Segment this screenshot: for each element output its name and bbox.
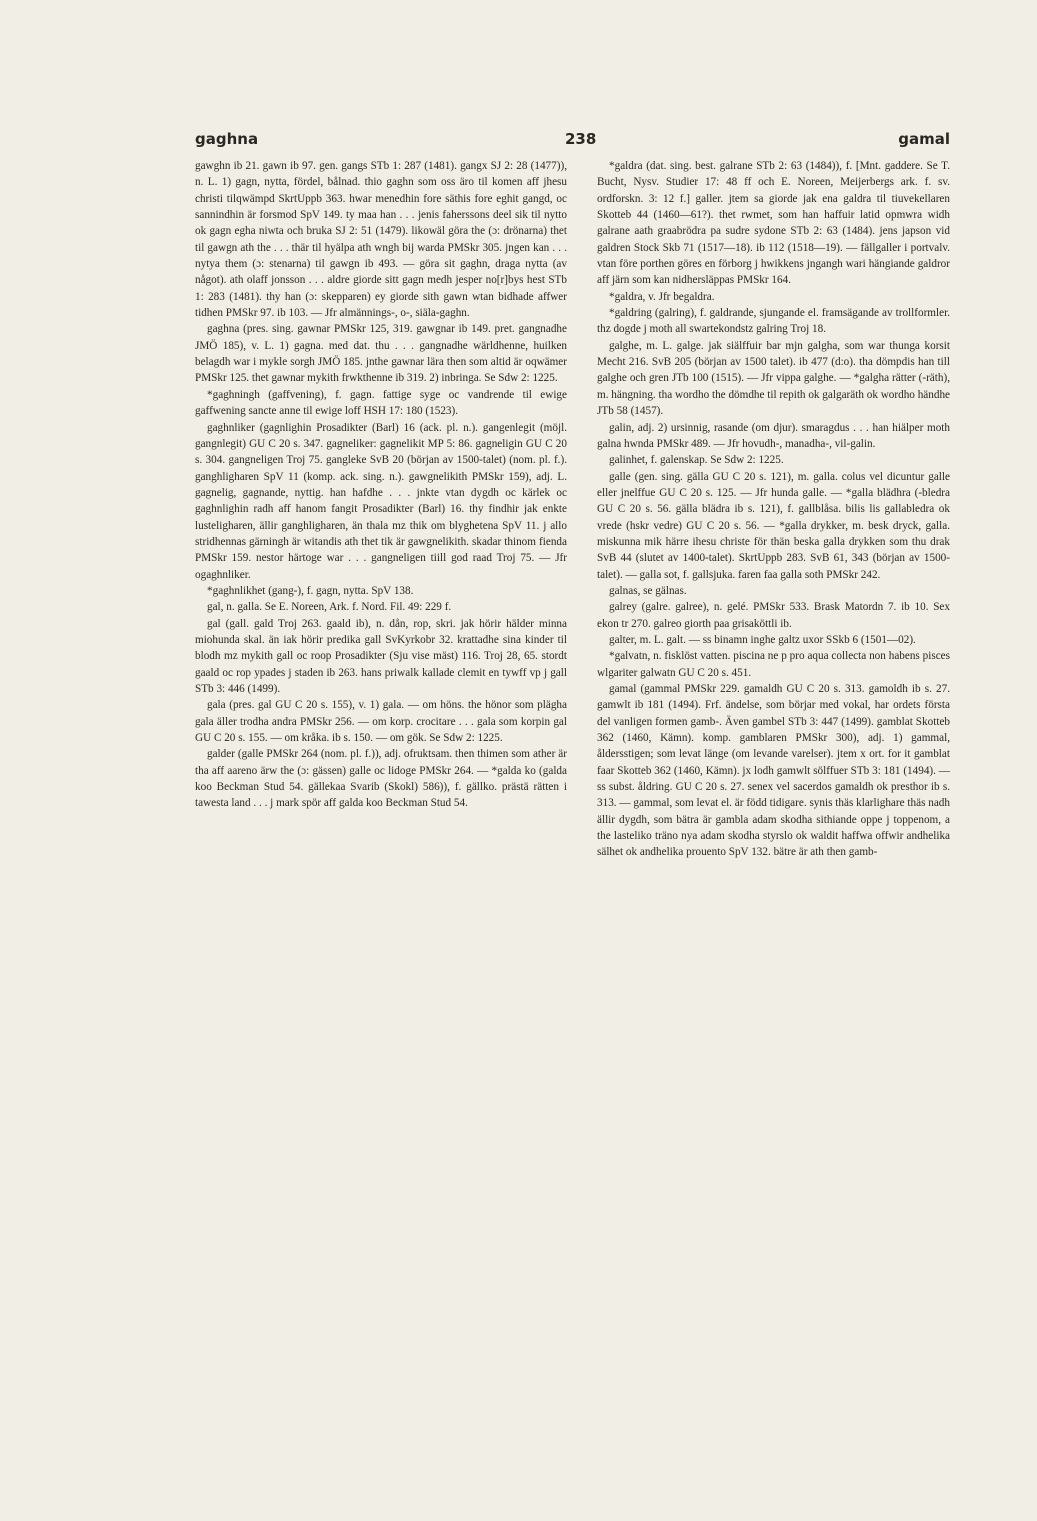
dictionary-entry: gamal (gammal PMSkr 229. gamaldh GU C 20 s. 313. gamoldh ib s. 27. gamwlt ib 181 (1494). Frf. ändelse, som börjar med vokal, har ordets första del vanligen formen gamb-. Även gambel STb 3: 447 (1499). gamblat Skotteb 362 (1460, Kämn). komp. gamblaren PMSkr 300), adj. 1) gammal, åldersstigen; som levat länge (om levande varelser). jtem x ort. for it gamblat faar Skotteb 362 (1460, Kämn). jx lodh gamwlt sölffuer STb 3: 181 (1494). — ss subst. åldring. GU C 20 s. 27. senex vel sacerdos gamaldh ok presthor ib s. 313. — gammal, som levat el. är född tidigare. synis thäs klarlighare thäs nadh ällir dygdh, som bätra är gambla adam skodha sithiande oppe j toppenom, a the lasteliko träno nya adam skodha styrslo ok waldit haffwa offwir andhelika sälhet ok andhelika prouento SpV 132. bätre är ath then gamb- xyxy=(597,683,950,859)
dictionary-entry: *galdra, v. Jfr begaldra. xyxy=(609,290,715,303)
header-last-word: gamal xyxy=(898,130,950,148)
right-column xyxy=(597,158,950,1513)
dictionary-entry: *galvatn, n. fisklöst vatten. piscina ne p pro aqua collecta non habens pisces wlgariter galwatn GU C 20 s. 451. xyxy=(597,650,950,679)
dictionary-entry: galle (gen. sing. gälla GU C 20 s. 121), m. galla. colus vel dicuntur galle eller jnelffue GU C 20 s. 125. — Jfr hunda galle. — *galla blädhra (-bledra GU C 20 s. 56. gälla blädra ib s. 121), f. gallblåsa. bilis lis gallabledra ok vrede (hskr vedre) GU C 20 s. 56. — *galla drykker, m. besk dryck, galla. miskunna mik härre ihesu christe för thän beska galla drykken som thu drak SvB 44 (slutet av 1400-talet). SkrtUppb 283. SvB 61, 343 (början av 1500-talet). — galla sot, f. gallsjuka. faren faa galla soth PMSkr 242. xyxy=(597,470,950,581)
dictionary-entry: galder (galle PMSkr 264 (nom. pl. f.)), adj. ofruktsam. then thimen som ather är tha aff aareno ärw the (ɔ: gässen) galle oc lidoge PMSkr 264. — *galda ko (galda koo Beckman Stud 54. gällekaa Svarib (Skokl) 586)), f. gällko. prästä rätten i tawesta land . . . j mark spör aff galda koo Beckman Stud 54. xyxy=(195,748,567,810)
dictionary-entry: galinhet, f. galenskap. Se Sdw 2: 1225. xyxy=(609,454,784,467)
dictionary-entry: gal (gall. gald Troj 263. gaald ib), n. dån, rop, skri. jak hörir hälder minna miohunda skal. än iak hörir predika gall SvKyrkobr 32. krattadhe sina kinder til blodh mz mykith gall oc roop Prosadikter (Sju vise mäst) 116. Troj 28, 65. stordt gaald oc rop ypades j staden ib 263. hans priwalk kallade clemit en tywff vp j gall STb 3: 446 (1499). xyxy=(195,617,567,695)
dictionary-entry: *galdring (galring), f. galdrande, sjungande el. framsägande av trollformler. thz dogde j moth all swartekondstz galring Troj 18. xyxy=(597,307,950,336)
dictionary-entry: gawghn ib 21. gawn ib 97. gen. gangs STb 1: 287 (1481). gangx SJ 2: 28 (1477)), n. L. 1) gagn, nytta, fördel, bålnad. thio gaghn som oss äro til komen aff jhesu christi tilqwämpd SkrtUppb 363. hwar menedhin fore säthis fore eghit gangd, oc sannindhin är forsmod SpV 149. ty maa han . . . jenis faherssons deel sik til nytto ok gagn egha niwta och bruka SJ 2: 51 (1479). likowäl göra the (ɔ: drönarna) thet til gawgn ath the . . . thär til hyälpa ath wngh bij warda PMSkr 305. jngen kan . . . nytya them (ɔ: stenarna) til gawgn ib 493. — göra sit gaghn, draga nytta (av något). ath olaff jonsson . . . aldre giorde sitt gagn medh jesper no[r]bys hest STb 1: 283 (1481). thy han (ɔ: skepparen) ey giorde sith gawn wtan bidhade affwer tidhen PMSkr 97. ib 103. — Jfr almännings-, o-, siäla-gaghn. xyxy=(195,160,567,320)
dictionary-entry: gal, n. galla. Se E. Noreen, Ark. f. Nord. Fil. 49: 229 f. xyxy=(207,601,452,614)
dictionary-entry: galrey (galre. galree), n. gelé. PMSkr 533. Brask Matordn 7. ib 10. Sex ekon tr 270. galreo giorth paa grisaköttli ib. xyxy=(597,601,950,630)
dictionary-entry: galnas, se gälnas. xyxy=(609,584,687,597)
left-column xyxy=(195,158,567,1513)
dictionary-entry: galter, m. L. galt. — ss binamn inghe galtz uxor SSkb 6 (1501—02). xyxy=(609,633,916,646)
page-number: 238 xyxy=(565,130,597,148)
header-first-word: gaghna xyxy=(195,130,259,148)
page-header xyxy=(195,130,950,150)
dictionary-entry: gaghnliker (gagnlighin Prosadikter (Barl) 16 (ack. pl. n.). gangenlegit (möjl. gangnlegit) GU C 20 s. 347. gagneliker: gagnelikit MP 5: 86. gagneligin GU C 20 s. 304. gangneligen Troj 75. gangleke SvB 20 (början av 1500-talet) (nom. pl. f.). ganghligharen SpV 11 (komp. ack. sing. n.). gawgnelikith PMSkr 159), adj. L. gagnelig, gagnande, nyttig. han hafdhe . . . jnkte vtan dygdh oc kärlek oc gaghnlighin radh aff hanom fangit Prosadikter (Barl) 16. thy findhir jak enkte lusteligharen, ällir ganghligharen, än thala mz thik om blyghetena SpV 11. j allo stridhennas gärningh är witandis ath thet tik är gawgnelikith. skadar thinom fienda PMSkr 159. nestor härtoge war . . . gangneligen tiill god raad Troj 75. — Jfr ogaghnliker. xyxy=(195,421,567,581)
dictionary-entry: *gaghnlikhet (gang-), f. gagn, nytta. SpV 138. xyxy=(207,584,414,597)
dictionary-entry: *galdra (dat. sing. best. galrane STb 2: 63 (1484)), f. [Mnt. gaddere. Se T. Bucht, Nysv. Studier 17: 48 ff och E. Noreen, Meijerbergs ark. f. sv. ordforskn. 3: 12 f.] galler. jtem sa giorde jak ena galdra til tiuvekellaren Skotteb 44 (1460—61?). thet rwmet, som han haffuir latid opmwra widh galrane aath graabrödra pa sudre sydone STb 2: 63 (1484). jens japson vid galdren Stock Skb 71 (1517—18). ib 112 (1518—19). — fällgaller i portvalv. vtan före porthen göres en förborg j hwikkens jngangh wari hängiande galdror aff järn som kan nidhersläppas PMSkr 164. xyxy=(597,160,950,287)
dictionary-entry: gala (pres. gal GU C 20 s. 155), v. 1) gala. — om höns. the hönor som plägha gala äller trodha andra PMSkr 256. — om korp. crocitare . . . gala som korpin gal GU C 20 s. 155. — om kråka. ib s. 150. — om gök. Se Sdw 2: 1225. xyxy=(195,699,567,745)
dictionary-entry: gaghna (pres. sing. gawnar PMSkr 125, 319. gawgnar ib 149. pret. gangnadhe JMÖ 185), v. L. 1) gagna. med dat. thu . . . gangnadhe wärldhenne, huilken belagdh war i mykle sorgh JMÖ 185. jnthe gawnar lära then som altid är oqwämer PMSkr 125. thet gawnar mykith frwkthenne ib 319. 2) inbringa. Se Sdw 2: 1225. xyxy=(195,323,567,385)
dictionary-entry: *gaghningh (gaffvening), f. gagn. fattige syge oc vandrende til ewige gaffwening sancte anne til ewige loff HSH 17: 180 (1523). xyxy=(195,388,567,418)
dictionary-entry: galghe, m. L. galge. jak siälffuir bar mjn galgha, som war thunga korsit Mecht 216. SvB 205 (början av 1500 talet). ib 477 (d:o). tha dömpdis han till galghe och gren JTb 100 (1515). — Jfr vippa galghe. — *galgha rätter (-räth), m. hängning. tha wordho the dömdhe til repith ok galgaräth ok wordho händhe JTb 58 (1457). xyxy=(597,339,950,418)
dictionary-entry: galin, adj. 2) ursinnig, rasande (om djur). smaragdus . . . han hiälper moth galna hwnda PMSkr 489. — Jfr hovudh-, manadha-, vil-galin. xyxy=(597,421,950,450)
